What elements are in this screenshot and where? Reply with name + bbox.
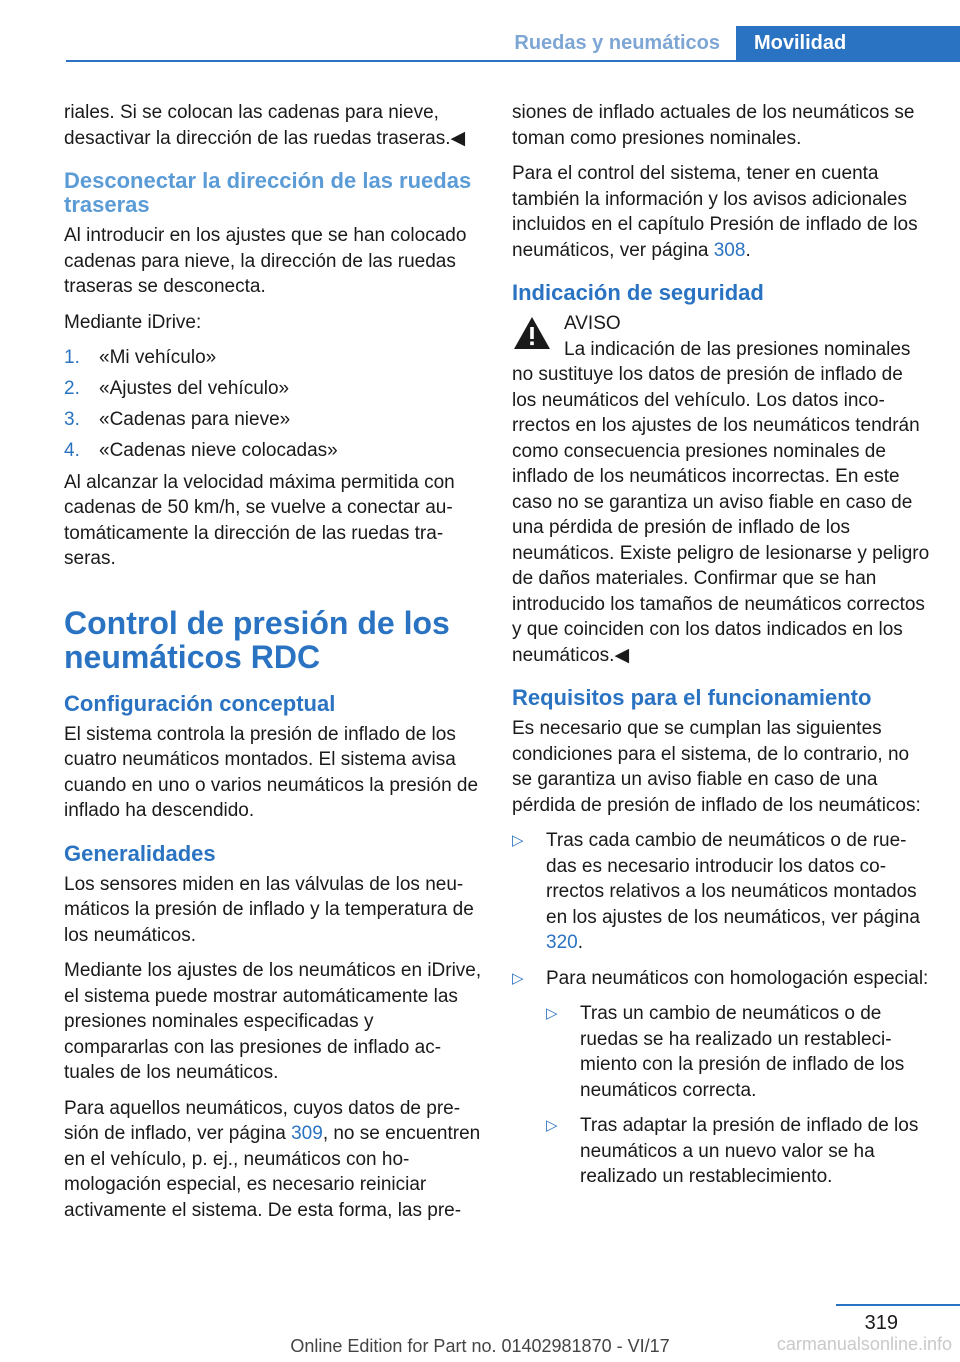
paragraph-continued: siones de inflado actuales de los neumáticos se toman como presiones nominales.: [512, 102, 915, 149]
list-item-text: Tras un cambio de neumáticos o de ruedas se ha realizado un restablecimiento con la presión de inflado de los neumáticos correcta.: [580, 1003, 905, 1101]
triangle-bullet-icon: ▷: [546, 1117, 558, 1134]
step-text: «Cadenas nieve colocadas»: [99, 440, 338, 461]
left-column: [64, 100, 482, 1233]
page-link-320[interactable]: 320: [546, 932, 578, 953]
text-part: Para aquellos neumáticos, cuyos datos de presión de inflado, ver página: [64, 1097, 461, 1144]
heading-safety: Indicación de seguridad: [512, 280, 764, 305]
step-text: «Mi vehículo»: [99, 347, 217, 368]
sub-list: [546, 1001, 930, 1190]
heading-concept: Configuración conceptual: [64, 690, 336, 716]
requirements-list: [512, 828, 930, 1190]
paragraph-general-3: [64, 1096, 482, 1224]
list-item: [512, 966, 930, 1190]
list-item: [64, 376, 482, 402]
header-chapter-tab: Movilidad: [736, 26, 960, 61]
step-text: «Cadenas para nieve»: [99, 409, 291, 430]
paragraph-requirements: Es necesario que se cumplan las siguientes condiciones para el sistema, de lo contrario, no se garantiza un aviso fiable en caso de una pérdida de presión de inflado de los neumáticos:: [512, 718, 921, 816]
right-column: [512, 100, 930, 1200]
footer-edition: Online Edition for Part no. 01402981870 - VI/17: [290, 1336, 670, 1356]
warning-triangle-icon: [512, 315, 552, 351]
list-item: [64, 345, 482, 371]
step-number: 3.: [64, 409, 80, 430]
watermark: carmanualsonline.info: [776, 1334, 952, 1354]
list-item: [546, 1001, 930, 1103]
list-item-text: Para neumáticos con homologación especial:: [546, 967, 929, 989]
page-number: 319: [864, 1312, 898, 1334]
list-item: [512, 828, 930, 956]
paragraph-control: [512, 161, 930, 263]
paragraph-speed: Al alcanzar la velocidad máxima permitida con cadenas de 50 km/h, se vuelve a conectar automáticamente la dirección de las ruedas traseras.: [64, 471, 455, 569]
heading-general: Generalidades: [64, 840, 216, 866]
paragraph-idrive: Mediante iDrive:: [64, 311, 202, 333]
heading-rdc: Control de presión de los neumáticos RDC: [64, 604, 450, 675]
paragraph-concept: El sistema controla la presión de inflado de los cuatro neumáticos montados. El sistema avisa cuando en uno o varios neumáticos la presión de inflado ha descendido.: [64, 723, 479, 821]
step-number: 2.: [64, 378, 80, 399]
step-text: «Ajustes del vehículo»: [99, 378, 290, 399]
step-number: 4.: [64, 440, 80, 461]
text-part: Tras cada cambio de neumáticos o de ruedas es necesario introducir los datos correctos relativos a los neumáticos montados en los ajustes de los neumáticos, ver página: [546, 830, 920, 928]
paragraph-deactivate: Al introducir en los ajustes que se han colocado cadenas para nieve, la dirección de las ruedas traseras se desconecta.: [64, 225, 467, 297]
heading-deactivate-rear-steering: Desconectar la dirección de las ruedas traseras: [64, 168, 472, 217]
text-part: .: [745, 239, 751, 261]
footer-rule: [836, 1304, 960, 1306]
idrive-steps-list: [64, 345, 482, 464]
step-number: 1.: [64, 347, 80, 368]
header-rule: [66, 60, 960, 62]
paragraph-intro: riales. Si se colocan las cadenas para nieve, desactivar la dirección de las ruedas traseras.◀: [64, 102, 466, 149]
page-link-309[interactable]: 309: [291, 1123, 323, 1144]
warning-text: La indicación de las presiones nominales no sustituye los datos de presión de inflado de los neumáticos del vehículo. Los datos incorrectos en los ajustes de los neumáticos tendrán como consecuencia presiones nominales de inflado de los neumáticos incorrectas. En este caso no se garantiza un aviso fiable en caso de una pérdida de presión de inflado de los neumáticos. Existe peligro de lesionarse y peligro de daños materiales. Confirmar que se han introducido los tamaños de neumáticos correctos y que coinciden con los datos indicados en los neumáticos.◀: [512, 338, 930, 666]
warning-title: AVISO: [564, 313, 621, 334]
list-item: [64, 407, 482, 433]
text-part: Para el control del sistema, tener en cuenta también la información y los avisos adicionales incluidos en el capítulo Presión de inflado de los neumáticos, ver página: [512, 163, 918, 261]
triangle-bullet-icon: ▷: [512, 969, 524, 987]
triangle-bullet-icon: ▷: [546, 1005, 558, 1022]
heading-requirements: Requisitos para el funcionamiento: [512, 685, 872, 710]
header-section-title: Ruedas y neumáticos: [514, 32, 720, 54]
warning-box: [512, 311, 930, 668]
list-item: [64, 438, 482, 464]
list-item-text: Tras adaptar la presión de inflado de los neumáticos a un nuevo valor se ha realizado un restablecimiento.: [580, 1115, 919, 1187]
page-link-308[interactable]: 308: [713, 239, 746, 261]
triangle-bullet-icon: ▷: [512, 832, 524, 849]
text-part: .: [577, 932, 583, 953]
list-item: [546, 1113, 930, 1190]
paragraph-general-2: Mediante los ajustes de los neumáticos en iDrive, el sistema puede mostrar automáticamente las presiones nominales especificadas y compararlas con las presiones de inflado actuales de los neumáticos.: [64, 960, 482, 1083]
text-part: , no se encuentren en el vehículo, p. ej., neumáticos con homologación especial, es necesario reiniciar activamente el sistema. De esta forma, las pre-: [64, 1123, 481, 1221]
paragraph-general-1: Los sensores miden en las válvulas de los neumáticos la presión de inflado y la temperatura de los neumáticos.: [64, 873, 474, 946]
